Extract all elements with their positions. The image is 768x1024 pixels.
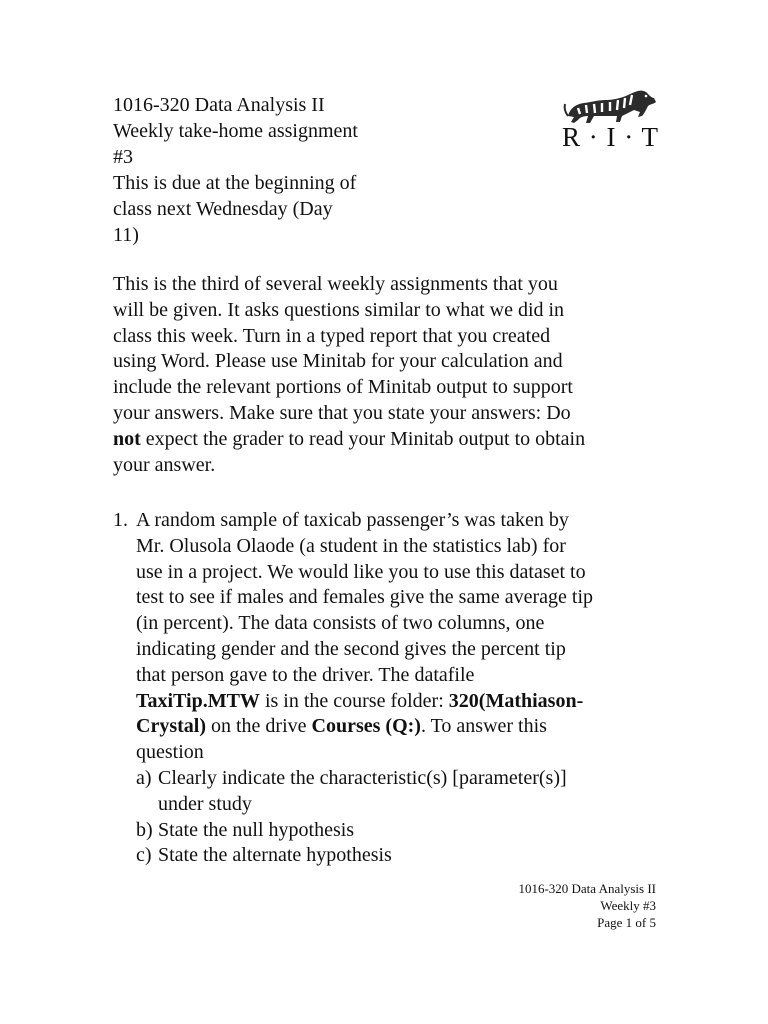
question-1 bbox=[113, 508, 653, 869]
question-line: use in a project. We would like you to use this dataset to bbox=[136, 560, 586, 583]
intro-line: your answer. bbox=[113, 453, 216, 476]
page-footer bbox=[518, 880, 656, 931]
intro-line: your answers. Make sure that you state your answers: Do bbox=[113, 401, 571, 424]
course-folder: 320(Mathiason- bbox=[448, 689, 584, 712]
course-title: 1016-320 Data Analysis II bbox=[113, 94, 325, 116]
page-number: Page 1 of 5 bbox=[597, 915, 656, 930]
rit-logo bbox=[560, 86, 660, 156]
intro-paragraph bbox=[113, 272, 653, 478]
intro-line: class this week. Turn in a typed report that you created bbox=[113, 324, 551, 347]
assignment-title: Weekly take-home assignment bbox=[113, 120, 358, 142]
intro-line: This is the third of several weekly assignments that you bbox=[113, 273, 558, 295]
question-line: test to see if males and females give the same average tip bbox=[136, 586, 594, 609]
tiger-icon bbox=[562, 86, 660, 126]
intro-line: using Word. Please use Minitab for your calculation and bbox=[113, 350, 563, 373]
question-line: question bbox=[136, 741, 204, 764]
question-line: indicating gender and the second gives the percent tip bbox=[136, 637, 566, 660]
emphasis-not: not bbox=[113, 427, 141, 450]
question-number: 1. bbox=[113, 509, 128, 531]
question-line: Mr. Olusola Olaode (a student in the statistics lab) for bbox=[136, 534, 566, 557]
drive-name: Courses (Q:) bbox=[311, 715, 421, 738]
question-part-a: a) Clearly indicate the characteristic(s) [parameter(s)] bbox=[136, 766, 567, 789]
question-part-a-cont: under study bbox=[158, 792, 252, 815]
question-part-b: b) State the null hypothesis bbox=[136, 818, 355, 841]
footer-course: 1016-320 Data Analysis II bbox=[518, 881, 656, 896]
question-line: TaxiTip.MTW is in the course folder: 320(Mathiason- bbox=[136, 689, 584, 712]
intro-line: include the relevant portions of Minitab output to support bbox=[113, 376, 573, 399]
intro-line bbox=[113, 427, 653, 453]
intro-line-text: expect the grader to read your Minitab output to obtain bbox=[140, 427, 586, 450]
assignment-header bbox=[113, 92, 403, 248]
question-line: 1. A random sample of taxicab passenger’s was taken by bbox=[113, 508, 653, 534]
due-line-2: class next Wednesday (Day bbox=[113, 198, 333, 220]
footer-weekly: Weekly #3 bbox=[600, 898, 656, 913]
question-line: that person gave to the driver. The datafile bbox=[136, 663, 475, 686]
question-line: (in percent). The data consists of two columns, one bbox=[136, 612, 545, 635]
due-line-1: This is due at the beginning of bbox=[113, 172, 357, 194]
course-folder-cont: Crystal) bbox=[136, 715, 206, 738]
question-part-c: c) State the alternate hypothesis bbox=[136, 844, 392, 867]
rit-logo-text: R · I · T bbox=[562, 122, 659, 152]
assignment-number: #3 bbox=[113, 146, 133, 168]
due-line-3: 11) bbox=[113, 224, 139, 246]
intro-line: will be given. It asks questions similar to what we did in bbox=[113, 298, 565, 321]
question-line: Crystal) on the drive Courses (Q:). To answer this bbox=[136, 715, 547, 738]
datafile-name: TaxiTip.MTW bbox=[136, 689, 260, 712]
